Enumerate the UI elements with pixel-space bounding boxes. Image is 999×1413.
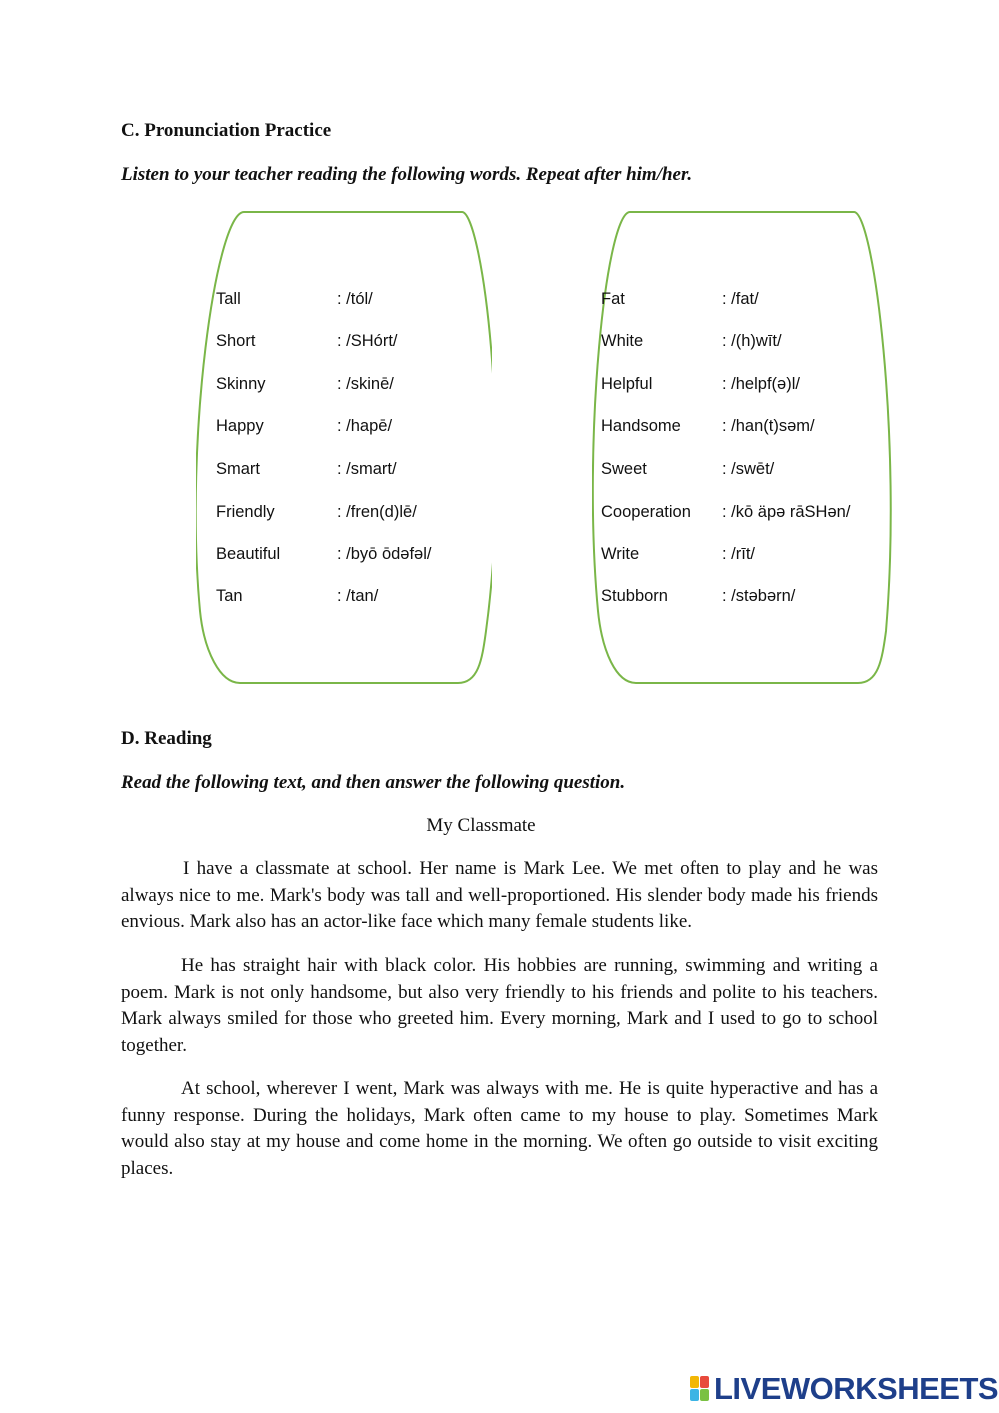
word: White bbox=[601, 332, 644, 350]
pronunciation: : /rīt/ bbox=[722, 545, 755, 563]
liveworksheets-logo-icon bbox=[690, 1376, 710, 1402]
word-box-right bbox=[592, 211, 888, 684]
section-d-instruction: Read the following text, and then answer the following question. bbox=[121, 772, 626, 793]
pronunciation: : /tan/ bbox=[337, 587, 379, 605]
word-box-right-outline bbox=[592, 211, 892, 684]
word: Smart bbox=[216, 460, 261, 478]
liveworksheets-logo bbox=[690, 1372, 998, 1406]
story-paragraph-2: He has straight hair with black color. His hobbies are running, swimming and writing a poem. Mark is not only handsome, but also very friendly to his friends and polite to his teachers. Mark always smiled for those who greeted him. Every morning, Mark and I used to go to school together. bbox=[121, 955, 878, 1056]
word-box-left-outline bbox=[196, 211, 492, 684]
section-d-title: D. Reading bbox=[121, 728, 212, 749]
story-paragraph-1: I have a classmate at school. Her name is Mark Lee. We met often to play and he was always nice to me. Mark's body was tall and well-proportioned. His slender body made his friends envious. Mark also has an actor-like face which many female students like. bbox=[121, 858, 878, 932]
pronunciation: : /helpf(ə)l/ bbox=[722, 375, 800, 393]
word: Fat bbox=[601, 290, 625, 308]
pronunciation: : /fat/ bbox=[722, 290, 759, 308]
word: Sweet bbox=[601, 460, 647, 478]
pronunciation: : /swēt/ bbox=[722, 460, 775, 478]
pronunciation: : /(h)wīt/ bbox=[722, 332, 782, 350]
pronunciation: : /fren(d)lē/ bbox=[337, 503, 417, 521]
word-box-left bbox=[196, 211, 492, 684]
pronunciation: : /skinē/ bbox=[337, 375, 394, 393]
word: Skinny bbox=[216, 375, 266, 393]
word: Write bbox=[601, 545, 640, 563]
story-title: My Classmate bbox=[426, 815, 536, 836]
word: Beautiful bbox=[216, 545, 281, 563]
word: Stubborn bbox=[601, 587, 668, 605]
pronunciation: : /stəbərn/ bbox=[722, 587, 796, 605]
section-c-instruction: Listen to your teacher reading the following words. Repeat after him/her. bbox=[121, 164, 693, 185]
word: Happy bbox=[216, 417, 264, 435]
word: Handsome bbox=[601, 417, 681, 435]
section-c-title: C. Pronunciation Practice bbox=[121, 120, 332, 141]
pronunciation: : /kō äpə rāSHən/ bbox=[722, 503, 851, 521]
pronunciation: : /hapē/ bbox=[337, 417, 393, 435]
pronunciation: : /byō ōdəfəl/ bbox=[337, 545, 432, 563]
pronunciation: : /tól/ bbox=[337, 290, 373, 308]
word: Tall bbox=[216, 290, 241, 308]
pronunciation: : /smart/ bbox=[337, 460, 397, 478]
word: Friendly bbox=[216, 503, 275, 521]
pronunciation: : /han(t)səm/ bbox=[722, 417, 815, 435]
word: Cooperation bbox=[601, 503, 691, 521]
word: Helpful bbox=[601, 375, 653, 393]
story-paragraph-3: At school, wherever I went, Mark was always with me. He is quite hyperactive and has a funny response. During the holidays, Mark often came to my house to play. Sometimes Mark would also stay at my house and come home in the morning. We often go outside to visit exciting places. bbox=[121, 1078, 878, 1179]
word: Short bbox=[216, 332, 256, 350]
word: Tan bbox=[216, 587, 243, 605]
logo-text: LIVEWORKSHEETS bbox=[714, 1371, 999, 1406]
pronunciation: : /SHórt/ bbox=[337, 332, 398, 350]
